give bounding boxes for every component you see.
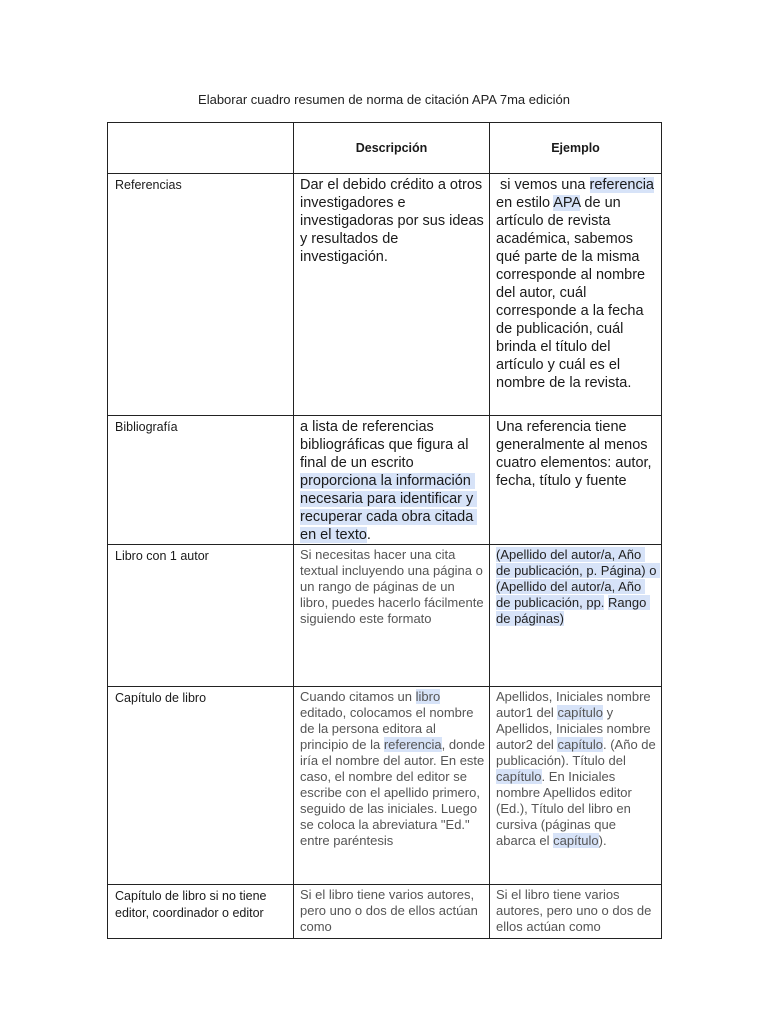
row-label-capitulo-de-libro: Capítulo de libro — [108, 687, 294, 885]
document-title: Elaborar cuadro resumen de norma de citación APA 7ma edición — [198, 92, 570, 107]
cell-text: editado, colocamos el nombre de la persona editora al principio de la — [300, 689, 478, 752]
description-cell — [294, 174, 490, 416]
highlighted-text: capítulo — [557, 737, 603, 752]
cell-text: , donde iría el nombre del autor. En este caso, el nombre del editor se escribe con el apellido primero, seguido de las iniciales. Luego se coloca la abreviatura "Ed." entre paréntesis — [300, 737, 489, 848]
highlighted-text: libro — [415, 689, 441, 704]
highlighted-text: Rango de páginas) — [496, 595, 650, 626]
header-cell-descripcion: Descripción — [294, 123, 490, 174]
cell-text: Una referencia tiene generalmente al menos cuatro elementos: autor, fecha, título y fuente — [496, 419, 656, 489]
example-cell — [490, 545, 662, 687]
row-label-libro-un-autor: Libro con 1 autor — [108, 545, 294, 687]
cell-text: de un artículo de revista académica, sabemos qué parte de la misma corresponde al nombre del autor, cuál corresponde a la fecha de publicación, cuál brinda el título del artículo y cuál es el nombre de la revista. — [496, 195, 650, 391]
example-cell — [490, 416, 662, 545]
cell-text: . (Año de publicación). Título del — [496, 737, 660, 768]
header-cell-empty — [108, 123, 294, 174]
cell-text: ). — [598, 833, 607, 848]
cell-text: si vemos una — [496, 177, 590, 193]
example-cell — [490, 174, 662, 416]
cell-text: Apellidos, Iniciales nombre autor1 del — [496, 689, 655, 720]
table-header-row — [108, 123, 662, 174]
highlighted-text: proporciona la información necesaria para identificar y recuperar cada obra citada en el texto — [300, 473, 478, 543]
table-row — [108, 174, 662, 416]
table-row — [108, 885, 662, 939]
row-label-referencias: Referencias — [108, 174, 294, 416]
highlighted-text: referencia — [589, 177, 654, 193]
description-cell — [294, 545, 490, 687]
table-row — [108, 687, 662, 885]
cell-text: Si necesitas hacer una cita textual incluyendo una página o un rango de páginas de un libro, puedes hacerlo fácilmente siguiendo este formato — [300, 547, 488, 626]
cell-text: . En Iniciales nombre Apellidos editor (Ed.), Título del libro en cursiva (páginas que abarca el — [496, 769, 636, 848]
table-row — [108, 545, 662, 687]
description-cell — [294, 885, 490, 939]
highlighted-text: capítulo — [496, 769, 542, 784]
row-label-bibliografia: Bibliografía — [108, 416, 294, 545]
example-cell — [490, 687, 662, 885]
cell-text: a lista de referencias bibliográficas que figura al final de un escrito — [300, 419, 473, 471]
highlighted-text: APA — [553, 195, 581, 211]
cell-text: Dar el debido crédito a otros investigadores e investigadoras por sus ideas y resultados de investigación. — [300, 177, 488, 265]
highlighted-text: referencia — [383, 737, 442, 752]
highlighted-text: capítulo — [557, 705, 603, 720]
header-cell-ejemplo: Ejemplo — [490, 123, 662, 174]
cell-text: Cuando citamos un — [300, 689, 416, 704]
cell-text: . — [366, 527, 371, 543]
description-cell — [294, 416, 490, 545]
highlighted-text: capítulo — [553, 833, 599, 848]
table-row — [108, 416, 662, 545]
cell-text: Si el libro tiene varios autores, pero uno o dos de ellos actúan como — [300, 887, 482, 934]
cell-text: en estilo — [496, 177, 659, 211]
description-cell — [294, 687, 490, 885]
highlighted-text: (Apellido del autor/a, Año de publicación, p. Página) o (Apellido del autor/a, Año de publicación, pp. — [496, 547, 661, 610]
apa-summary-table — [107, 122, 662, 939]
example-cell — [490, 885, 662, 939]
cell-text: y Apellidos, Iniciales nombre autor2 del — [496, 705, 655, 752]
row-label-capitulo-sin-editor: Capítulo de libro si no tiene editor, coordinador o editor — [108, 885, 294, 939]
cell-text: Si el libro tiene varios autores, pero uno o dos de ellos actúan como — [496, 887, 656, 934]
